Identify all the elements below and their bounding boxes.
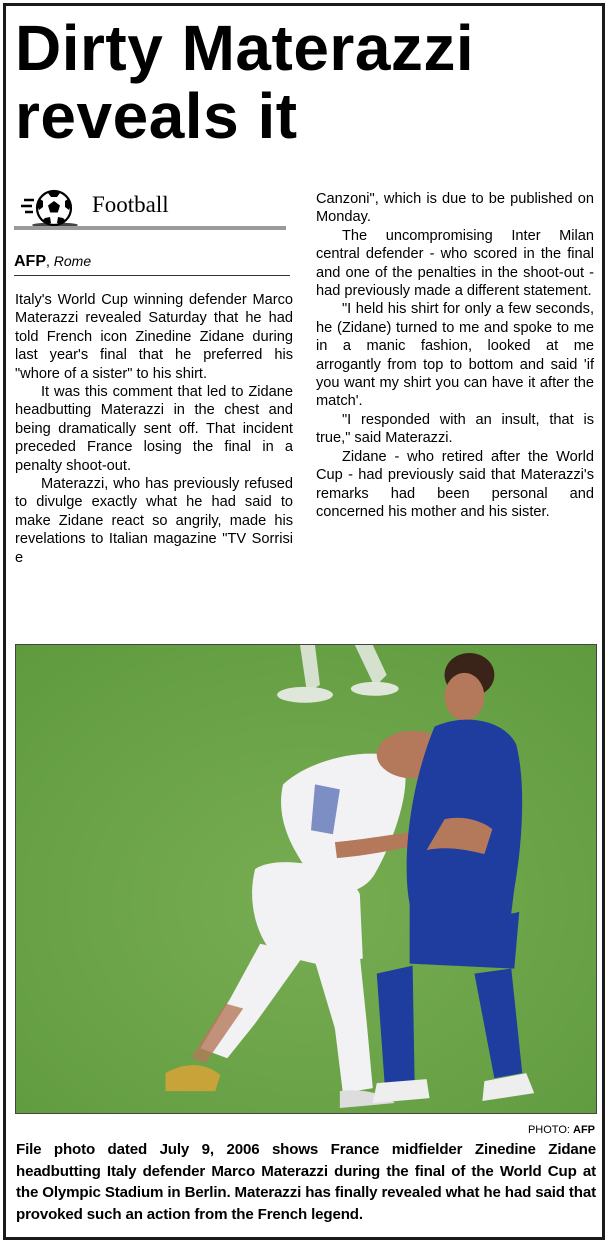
photo-credit	[400, 1124, 595, 1137]
headline	[15, 14, 595, 150]
photo-caption: File photo dated July 9, 2006 shows France midfielder Zinedine Zidane headbutting Italy defender Marco Materazzi during the final of the World Cup at the Olympic Stadium in Berlin. Materazzi has finally revealed what he had said that provoked such an action from the French legend.	[16, 1141, 596, 1223]
headline-line-1: Dirty Materazzi	[15, 12, 475, 84]
section-rule	[14, 226, 286, 230]
article-column-2	[316, 190, 594, 521]
article-column-1	[15, 291, 293, 567]
article-paragraph: The uncompromising Inter Milan central defender - who scored in the final and one of the penalties in the shoot-out - had previously made a different statement.	[316, 227, 594, 300]
photo-credit-source: AFP	[573, 1124, 595, 1136]
section-tag	[14, 188, 286, 232]
article-paragraph: Italy's World Cup winning defender Marco Materazzi revealed Saturday that he had told French icon Zinedine Zidane during last year's final that he preferred his "whore of a sister" to his shirt.	[15, 292, 293, 382]
byline-separator: ,	[46, 253, 50, 269]
news-photo	[15, 644, 597, 1114]
byline-place: Rome	[53, 253, 92, 269]
headline-line-2: reveals it	[15, 80, 298, 152]
headbutt-photo	[16, 645, 596, 1113]
byline-agency: AFP	[14, 253, 46, 270]
byline	[14, 252, 286, 271]
article-paragraph: Zidane - who retired after the World Cup - had previously said that Materazzi's remarks had been personal and concerned his mother and his sister.	[316, 448, 594, 520]
article-paragraph: It was this comment that led to Zidane headbutting Materazzi in the chest and being dramatically sent off. That incident preceded France losing the final in a penalty shoot-out.	[15, 384, 293, 474]
section-name: Football	[92, 192, 169, 217]
article-paragraph: Materazzi, who has previously refused to divulge exactly what he had said to make Zidane react so angrily, made his revelations to Italian magazine "TV Sorrisi e	[15, 476, 293, 566]
byline-rule	[14, 275, 290, 276]
article-paragraph: "I held his shirt for only a few seconds, he (Zidane) turned to me and spoke to me in a manic fashion, looked at me arrogantly from top to bottom and said 'if you want my shirt you can have it after the match'.	[316, 301, 594, 410]
article-paragraph: "I responded with an insult, that is true," said Materazzi.	[316, 411, 594, 447]
football-icon	[20, 188, 78, 228]
article-paragraph: Canzoni", which is due to be published on Monday.	[316, 191, 594, 226]
photo-credit-label: PHOTO:	[527, 1124, 573, 1136]
